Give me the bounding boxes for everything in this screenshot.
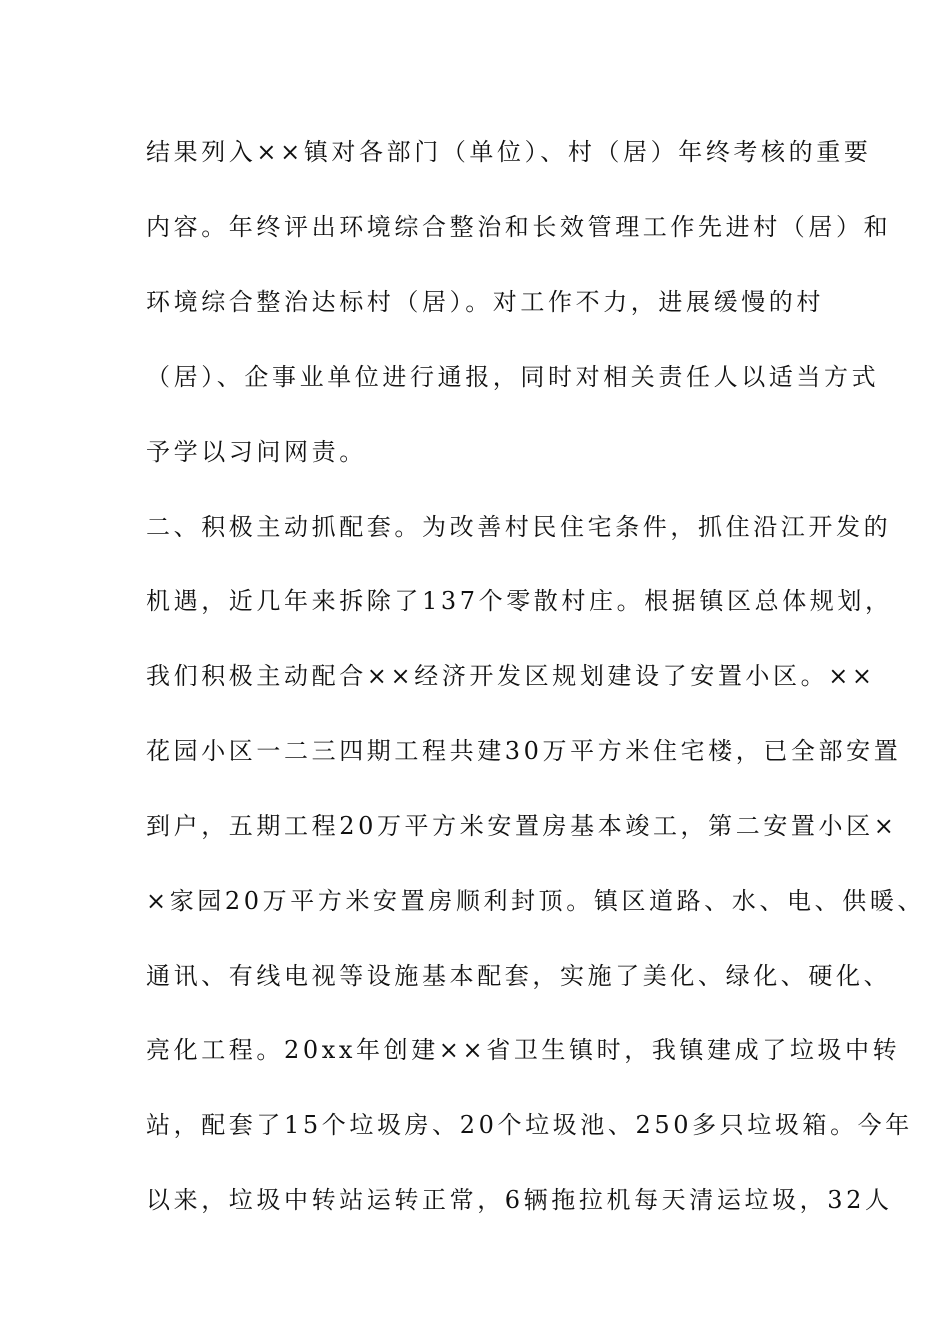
text-line: 机遇，近几年来拆除了137个零散村庄。根据镇区总体规划， [146, 587, 893, 615]
text-line: 结果列入××镇对各部门（单位）、村（居）年终考核的重要 [146, 138, 872, 166]
text-line: 内容。年终评出环境综合整治和长效管理工作先进村（居）和 [146, 213, 892, 241]
text-line: 亮化工程。20xx年创建××省卫生镇时，我镇建成了垃圾中转 [146, 1036, 901, 1064]
text-line: 到户，五期工程20万平方米安置房基本竣工，第二安置小区× [146, 812, 898, 840]
text-line: 站，配套了15个垃圾房、20个垃圾池、250多只垃圾箱。今年 [146, 1111, 913, 1139]
text-line: （居）、企事业单位进行通报，同时对相关责任人以适当方式 [146, 363, 880, 391]
text-line: 我们积极主动配合××经济开发区规划建设了安置小区。×× [146, 662, 876, 690]
text-line: 予学以习问网责。 [146, 438, 367, 466]
text-line: 环境综合整治达标村（居）。对工作不力，进展缓慢的村 [146, 288, 824, 316]
section-heading-line: 二、积极主动抓配套。为改善村民住宅条件，抓住沿江开发的 [146, 513, 892, 541]
text-line: 以来，垃圾中转站运转正常，6辆拖拉机每天清运垃圾，32人 [146, 1186, 893, 1214]
text-line: ×家园20万平方米安置房顺利封顶。镇区道路、水、电、供暖、 [146, 887, 926, 915]
text-line: 花园小区一二三四期工程共建30万平方米住宅楼，已全部安置 [146, 737, 902, 765]
text-line: 通讯、有线电视等设施基本配套，实施了美化、绿化、硬化、 [146, 962, 892, 990]
